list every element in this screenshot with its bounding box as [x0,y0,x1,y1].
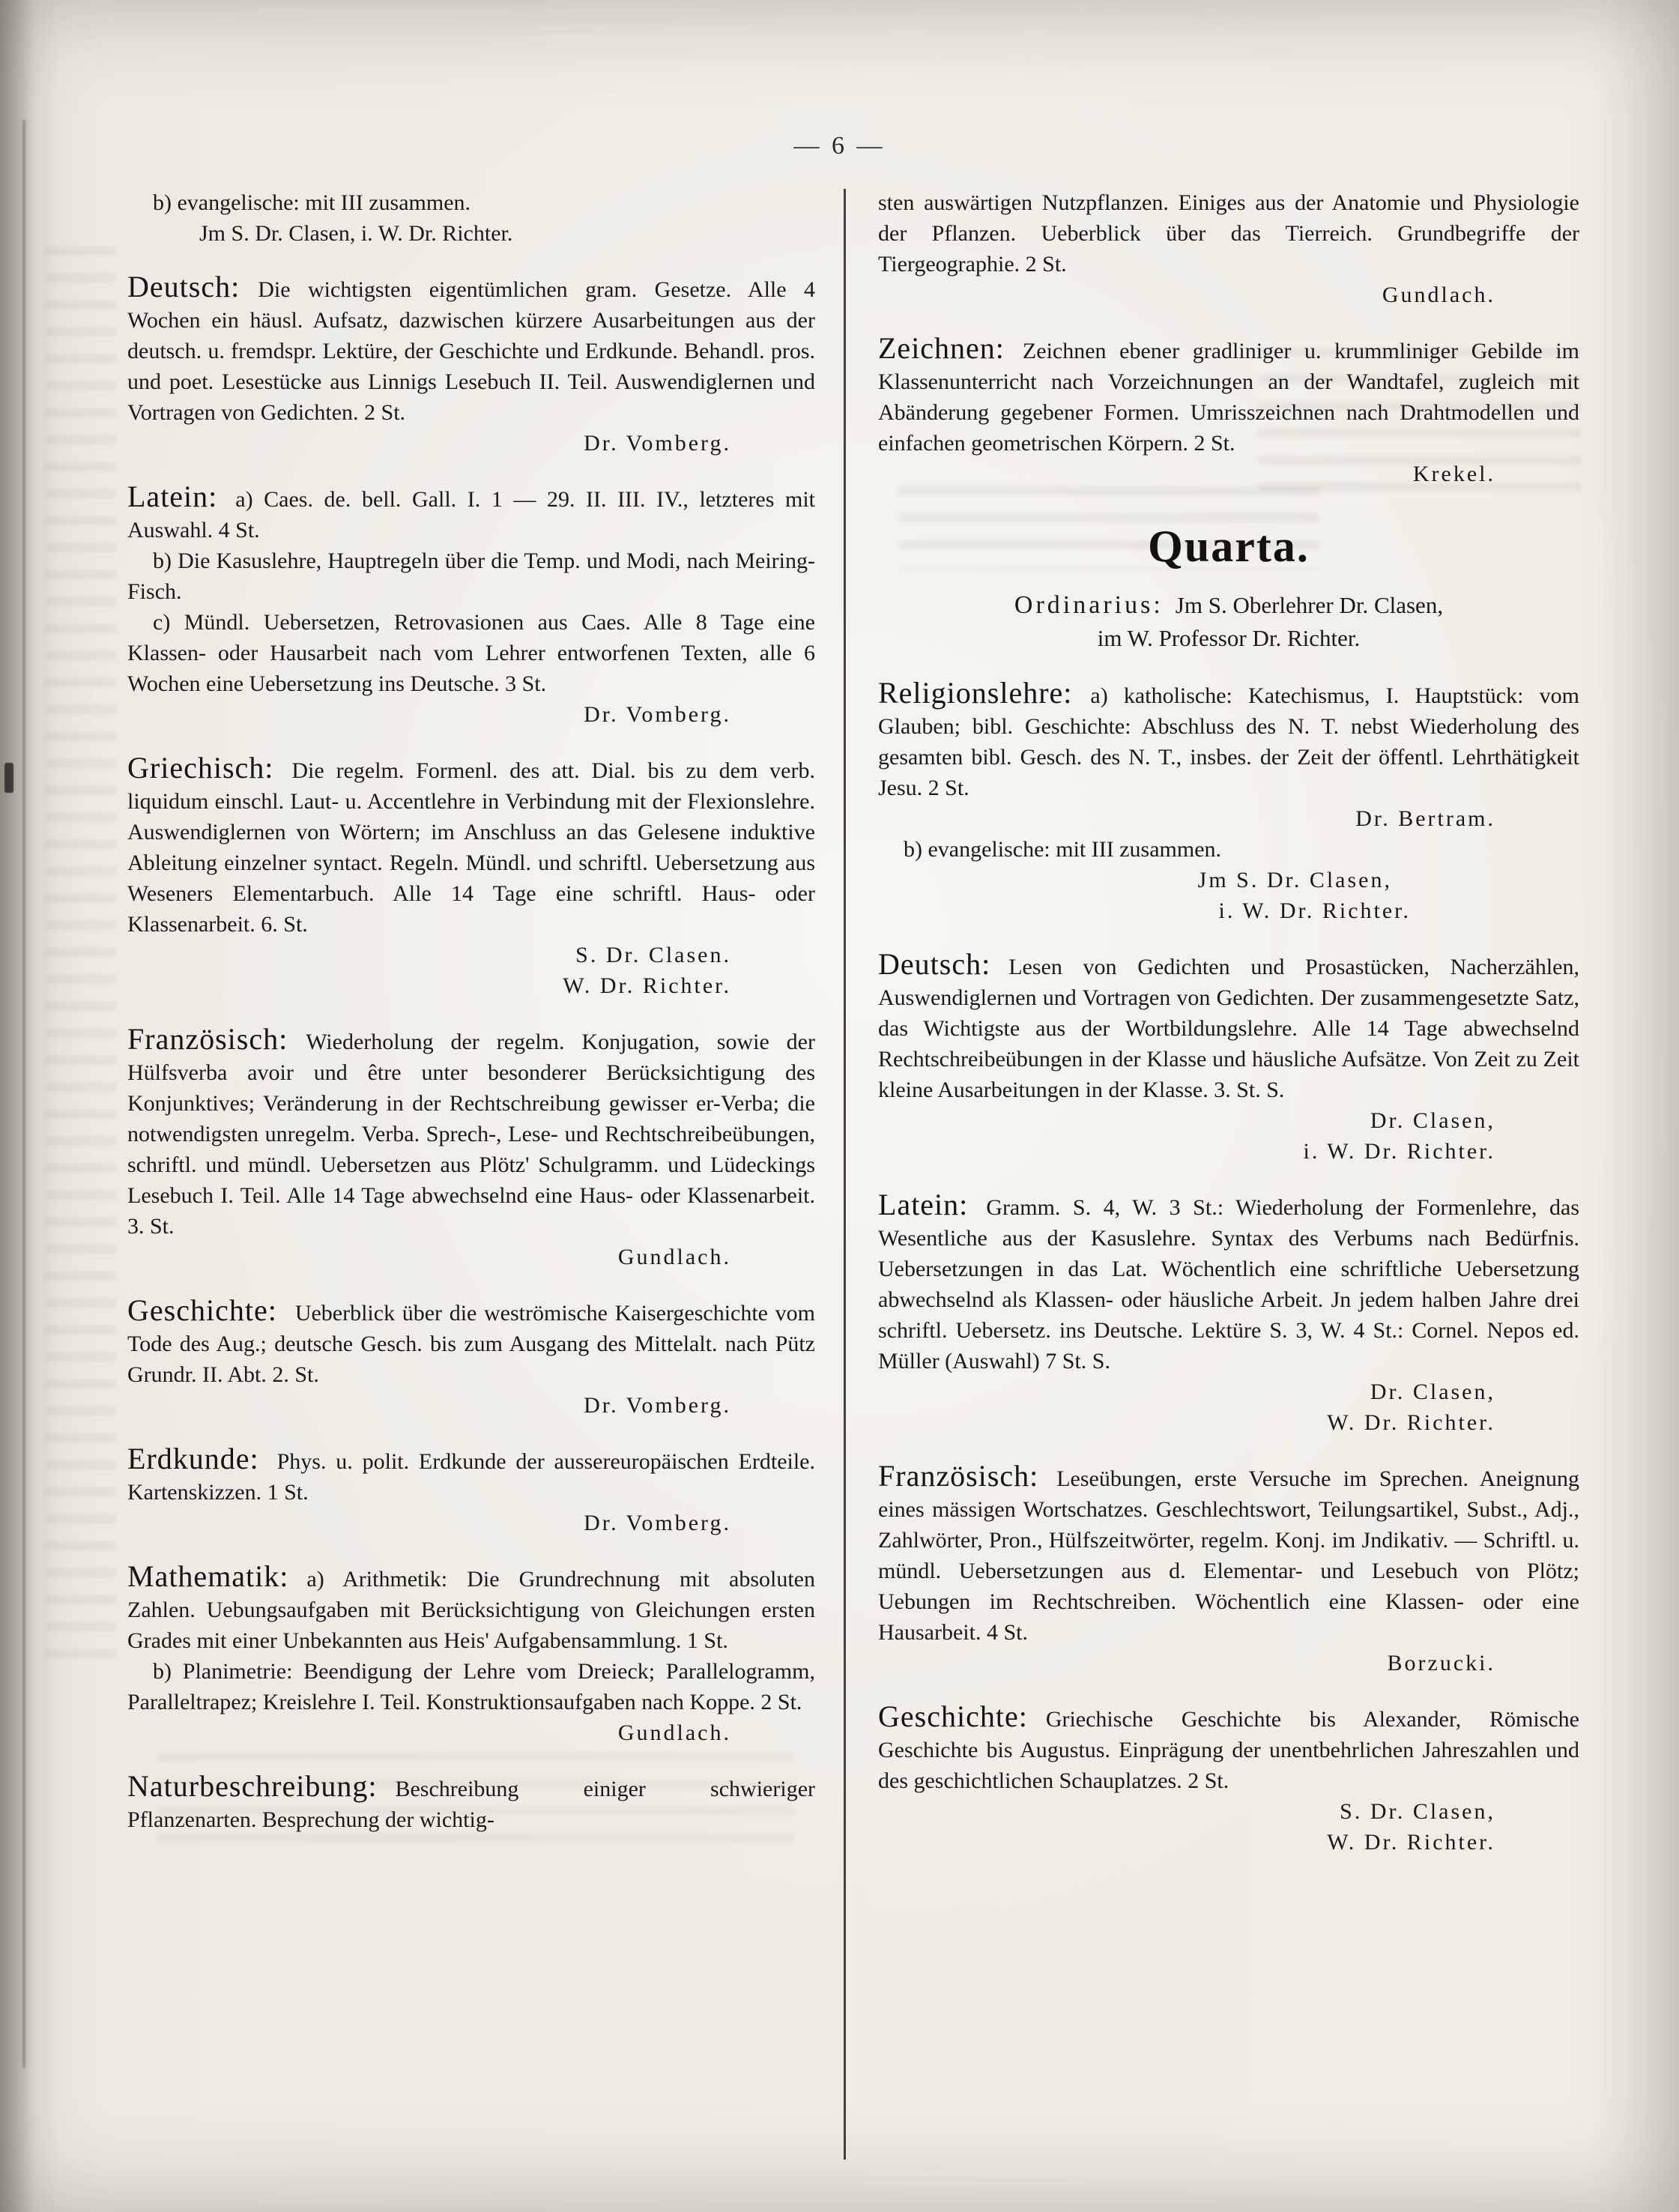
section-heading: Naturbeschreibung: [127,1769,378,1803]
signature-evangelisch-winter: i. W. Dr. Richter. [1218,898,1411,923]
section-paragraph [878,1701,1579,1796]
section-paragraph [127,481,815,546]
class-heading-quarta: Quarta. [1148,522,1310,571]
section-franzoesisch-quinta [127,1024,815,1272]
ordinarius-block [878,589,1579,655]
section-body: Wiederholung der regelm. Konjugation, sowie der Hülfsverba avoir und être unter besonderer Berücksichtigung des Konjunktives; Veränderung in der Rechtschreibung gewisser er-Verba; die notwendigsten unregelm. Verba. Sprech-, Lese- und Rechtschreibeübungen, schriftl. und mündl. Uebersetzen aus Plötz' Schulgramm. und Lüdeckings Lesebuch I. Teil. Alle 14 Tage abwechselnd eine Haus- oder Klassenarbeit. 3. St. [127,1030,815,1239]
signature: Dr. Vomberg. [584,1393,731,1418]
signature-summer: S. Dr. Clasen. [575,943,731,967]
section-heading: Latein: [127,480,218,513]
section-franzoesisch-quarta [878,1460,1579,1678]
section-body: a) Caes. de. bell. Gall. I. 1 — 29. II. III. IV., letzteres mit Auswahl. 4 St. [127,487,815,543]
section-heading: Zeichnen: [878,331,1005,365]
section-body: Ueberblick über die weströmische Kaisergeschichte vom Tode des Aug.; deutsche Gesch. bis zum Ausgang des Mittelalt. nach Pütz Grundr. II. Abt. 2. St. [127,1301,815,1387]
section-heading: Mathematik: [127,1559,289,1593]
signature: Dr. Vomberg. [584,1511,731,1535]
teacher-line: Jm S. Dr. Clasen, i. W. Dr. Richter. [199,221,513,246]
section-latein-quinta [127,481,815,730]
bleed-through-artifact [45,240,116,1663]
section-paragraph [127,752,815,940]
section-body: Phys. u. polit. Erdkunde der aussereuropäischen Erdteile. Kartenskizzen. 1 St. [127,1449,815,1505]
signature: Gundlach. [617,1720,731,1745]
section-paragraph [127,1024,815,1242]
section-paragraph [878,677,1579,803]
section-paragraph [127,271,815,428]
section-deutsch-quarta [878,949,1579,1167]
sub-paragraph-b: b) evangelische: mit III zusammen. [904,837,1222,862]
signature: Dr. Vomberg. [584,702,731,727]
section-geschichte-quinta [127,1295,815,1421]
section-paragraph [878,333,1579,459]
ordinarius-label: Ordinarius: [1014,591,1164,619]
signature-summer: Dr. Clasen, [1370,1108,1495,1133]
section-latein-quarta [878,1189,1579,1438]
signature-winter: W. Dr. Richter. [1327,1410,1495,1435]
ordinarius-line-2: im W. Professor Dr. Richter. [1097,625,1361,651]
sub-paragraph-b: b) Die Kasuslehre, Hauptregeln über die Temp. und Modi, nach Meiring-Fisch. [127,549,815,604]
paragraph-evangelische: b) evangelische: mit III zusammen. [153,190,471,215]
ordinarius-summer: Jm S. Oberlehrer Dr. Clasen, [1175,592,1444,618]
section-body: Zeichnen ebener gradliniger u. krummliniger Gebilde im Klassenunterricht nach Vorzeichnungen an der Wandtafel, zugleich mit Abänderung gegebener Formen. Umrisszeichnen nach Drahtmodellen und einfachen geometrischen Körpern. 2 St. [878,339,1579,456]
section-body: a) katholische: Katechismus, I. Hauptstück: vom Glauben; bibl. Geschichte: Abschluss des N. T. nebst Wiederholung des gesamten bibl. Gesch. des N. T., insbes. der Zeit der öffentl. Lehrthätigkeit Jesu. 2 St. [878,683,1579,800]
section-heading: Geschichte: [127,1293,277,1327]
scan-edge-line [22,120,25,2068]
section-body: Lesen von Gedichten und Prosastücken, Nacherzählen, Auswendiglernen und Vortragen von Gedichten. Der zusammengesetzte Satz, das Wichtigste aus der Wortbildungslehre. Alle 14 Tage abwechselnd Rechtschreibeübungen in der Klasse und häusliche Aufsätze. Von Zeit zu Zeit kleine Ausarbeitungen in der Klasse. 3. St. S. [878,955,1579,1102]
section-religionslehre-quarta [878,677,1579,926]
signature-winter: i. W. Dr. Richter. [1303,1139,1495,1164]
section-body: Die wichtigsten eigentümlichen gram. Gesetze. Alle 4 Wochen ein häusl. Aufsatz, dazwischen kürzere Ausarbeitungen aus der deutsch. u. fremdspr. Lektüre, der Geschichte und Erdkunde. Behandl. pros. und poet. Lesestücke aus Linnigs Lesebuch II. Teil. Auswendiglernen und Vortragen von Gedichten. 2 St. [127,277,815,425]
section-deutsch-quinta [127,271,815,459]
section-heading: Religionslehre: [878,676,1073,710]
section-body-continued: sten auswärtigen Nutzpflanzen. Einiges aus der Anatomie und Physiologie der Pflanzen. Ueberblick über das Tierreich. Grundbegriffe der Tiergeographie. 2 St. [878,190,1579,276]
signature: Gundlach. [617,1245,731,1269]
signature-katholisch: Dr. Bertram. [1355,806,1495,831]
sub-paragraph-b: b) Planimetrie: Beendigung der Lehre vom Dreieck; Parallelogramm, Paralleltrapez; Kreislehre I. Teil. Konstruktionsaufgaben nach Koppe. 2 St. [127,1659,815,1714]
section-paragraph [878,949,1579,1105]
section-religion-evangelisch-continued [127,187,815,249]
section-heading: Erdkunde: [127,1442,259,1475]
scan-edge-mark [4,763,13,793]
section-heading: Französisch: [127,1022,288,1056]
section-body: Griechische Geschichte bis Alexander, Römische Geschichte bis Augustus. Einprägung der unentbehrlichen Jahreszahlen und des geschichtlichen Schauplatzes. 2 St. [878,1707,1579,1793]
section-paragraph [127,1443,815,1508]
section-body: Gramm. S. 4, W. 3 St.: Wiederholung der Formenlehre, das Wesentliche aus der Kasuslehre. Syntax des Verbums nach Bedürfnis. Uebersetzungen in das Lat. Wöchentlich eine schriftliche Uebersetzung abwechselnd als Klassen- oder häusliche Arbeit. Jn jedem halben Jahre drei schriftl. Uebersetz. ins Deutsche. Lektüre S. 3, W. 4 St.: Cornel. Nepos ed. Müller (Auswahl) 7 St. S. [878,1195,1579,1374]
section-geschichte-quarta [878,1701,1579,1858]
signature: Dr. Vomberg. [584,431,731,456]
section-heading: Deutsch: [878,947,991,981]
section-paragraph [878,1460,1579,1648]
column-divider [844,189,846,2160]
signature-winter: W. Dr. Richter. [563,973,731,998]
section-body: Die regelm. Formenl. des att. Dial. bis zu dem verb. liquidum einschl. Laut- u. Accentlehre in Verbindung mit der Flexionslehre. Auswendiglernen von Wörtern; im Anschluss an das Gelesene induktive Ableitung einzelner syntact. Regeln. Mündl. und schriftl. Uebersetzung aus Weseners Elementarbuch. Alle 14 Tage eine schriftl. Haus- oder Klassenarbeit. 6. St. [127,758,815,937]
section-body: a) Arithmetik: Die Grundrechnung mit absoluten Zahlen. Uebungsaufgaben mit Berücksichtigung von Gleichungen ersten Grades mit einer Unbekannten aus Heis' Aufgabensammlung. 1 St. [127,1567,815,1653]
section-heading: Latein: [878,1188,969,1221]
section-naturbeschreibung-quinta [127,1771,815,1835]
section-body: Beschreibung einiger schwieriger Pflanzenarten. Besprechung der wichtig- [127,1777,815,1832]
right-column [878,187,1579,1858]
ordinarius-line-1 [878,589,1579,622]
section-heading: Französisch: [878,1459,1039,1493]
section-mathematik-quinta [127,1561,815,1748]
section-heading: Geschichte: [878,1699,1028,1733]
section-paragraph [127,1295,815,1390]
signature-summer: Dr. Clasen, [1370,1380,1495,1404]
left-column [127,187,815,1835]
section-griechisch-quinta [127,752,815,1001]
signature: Gundlach. [1382,282,1495,307]
signature-winter: W. Dr. Richter. [1327,1830,1495,1855]
section-paragraph [127,1771,815,1835]
signature: Krekel. [1412,462,1495,486]
section-erdkunde-quinta [127,1443,815,1538]
section-heading: Deutsch: [127,270,240,303]
section-naturbeschreibung-continued [878,187,1579,310]
section-zeichnen-quinta [878,333,1579,489]
signature: Borzucki. [1387,1651,1495,1675]
sub-paragraph-c: c) Mündl. Uebersetzen, Retrovasionen aus Caes. Alle 8 Tage eine Klassen- oder Hausarbeit nach vom Lehrer entworfenen Texten, alle 6 Wochen eine Uebersetzung ins Deutsche. 3 St. [127,610,815,696]
signature-evangelisch-summer: Jm S. Dr. Clasen, [1197,868,1392,892]
section-body: Leseübungen, erste Versuche im Sprechen. Aneignung eines mässigen Wortschatzes. Geschlechtswort, Teilungsartikel, Subst., Adj., Zahlwörter, Pron., Hülfszeitwörter, regelm. Konj. im Jndikativ. — Schriftl. u. mündl. Uebersetzungen aus d. Elementar- und Lesebuch von Plötz; Uebungen im Rechtschreiben. Wöchentlich eine Klassen- oder eine Hausarbeit. 4 St. [878,1466,1579,1645]
page-number: — 6 — [793,132,886,160]
section-paragraph [878,1189,1579,1377]
scan-edge-shadow [0,0,34,2212]
section-heading: Griechisch: [127,751,274,785]
signature-summer: S. Dr. Clasen, [1340,1799,1495,1824]
section-paragraph [127,1561,815,1656]
